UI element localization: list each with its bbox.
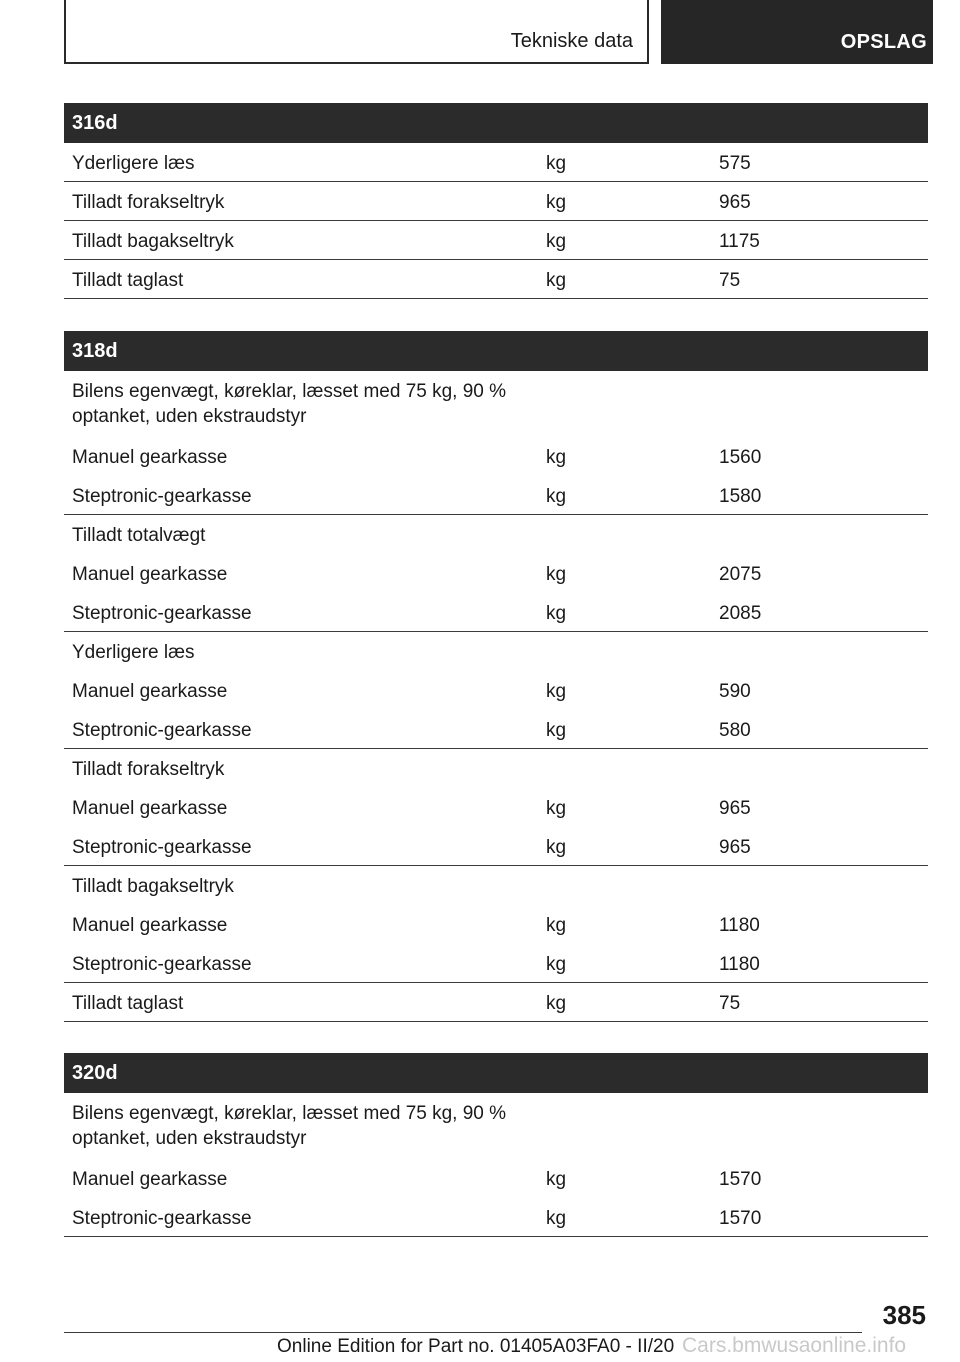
table-row (64, 983, 928, 1022)
row-value: 1570 (719, 1208, 762, 1229)
row-value: 1560 (719, 447, 762, 468)
row-value: 75 (719, 270, 741, 291)
footer-divider (64, 1332, 862, 1333)
row-value: 1570 (719, 1169, 762, 1190)
section-title: 316d (64, 103, 928, 143)
row-label: Manuel gearkasse (72, 447, 228, 468)
row-label: Steptronic-gearkasse (72, 720, 252, 741)
table-row (64, 671, 928, 710)
row-unit: kg (546, 153, 567, 174)
table-row (64, 827, 928, 866)
table-row (64, 905, 928, 944)
row-value: 1175 (719, 231, 760, 252)
group-heading: Tilladt totalvægt (72, 525, 206, 546)
row-unit: kg (546, 231, 567, 252)
table-row (64, 260, 928, 299)
table-row (64, 710, 928, 749)
row-label: Steptronic-gearkasse (72, 486, 252, 507)
table-row (64, 944, 928, 983)
row-label: Yderligere læs (72, 153, 195, 174)
row-label: Manuel gearkasse (72, 681, 228, 702)
group-heading-row (64, 749, 928, 788)
table-row (64, 1159, 928, 1198)
table-row (64, 1198, 928, 1237)
row-label: Manuel gearkasse (72, 798, 228, 819)
section-title: 320d (64, 1053, 928, 1093)
row-unit: kg (546, 681, 567, 702)
section-316d (64, 103, 928, 299)
row-label: Tilladt forakseltryk (72, 192, 225, 213)
row-unit: kg (546, 1169, 567, 1190)
row-value: 2085 (719, 603, 762, 624)
group-heading: Yderligere læs (72, 642, 195, 663)
section-320d (64, 1053, 928, 1237)
table-row (64, 476, 928, 515)
row-label: Manuel gearkasse (72, 564, 228, 585)
row-unit: kg (546, 720, 567, 741)
page-number: 385 (882, 1300, 926, 1330)
section-318d (64, 331, 928, 1022)
header-tab-box (661, 0, 933, 64)
footer-edition-text: Online Edition for Part no. 01405A03FA0 - II/20 (277, 1336, 675, 1357)
row-value: 575 (719, 153, 751, 174)
table-row (64, 593, 928, 632)
row-label: Steptronic-gearkasse (72, 1208, 252, 1229)
table-row (64, 182, 928, 221)
row-unit: kg (546, 564, 567, 585)
row-value: 965 (719, 192, 751, 213)
group-heading: Tilladt bagakseltryk (72, 876, 234, 897)
row-value: 1180 (719, 954, 760, 975)
group-heading-row (64, 371, 928, 437)
row-unit: kg (546, 486, 567, 507)
row-value: 965 (719, 837, 751, 858)
group-heading-row (64, 1093, 928, 1159)
row-label: Manuel gearkasse (72, 915, 228, 936)
table-row (64, 437, 928, 476)
header-tab-label: OPSLAG (840, 31, 927, 53)
header-section-label: Tekniske data (510, 30, 633, 52)
table-row (64, 143, 928, 182)
row-value: 1180 (719, 915, 760, 936)
row-value: 1580 (719, 486, 762, 507)
row-unit: kg (546, 603, 567, 624)
row-label: Tilladt bagakseltryk (72, 231, 234, 252)
row-label: Steptronic-gearkasse (72, 837, 252, 858)
row-value: 590 (719, 681, 751, 702)
row-label: Steptronic-gearkasse (72, 954, 252, 975)
group-heading-row (64, 632, 928, 671)
group-heading-row (64, 515, 928, 554)
row-unit: kg (546, 192, 567, 213)
row-unit: kg (546, 798, 567, 819)
row-value: 580 (719, 720, 751, 741)
row-value: 75 (719, 993, 741, 1014)
row-unit: kg (546, 993, 567, 1014)
group-heading-row (64, 866, 928, 905)
footer-watermark: Cars.bmwusaonline.info (682, 1334, 907, 1357)
row-unit: kg (546, 447, 567, 468)
row-unit: kg (546, 1208, 567, 1229)
row-unit: kg (546, 270, 567, 291)
row-unit: kg (546, 954, 567, 975)
header-section-box (64, 0, 649, 64)
group-heading: Bilens egenvægt, køreklar, læsset med 75 kg, 90 % optanket, uden ekstraudstyr (72, 1103, 507, 1149)
row-value: 965 (719, 798, 751, 819)
section-title: 318d (64, 331, 928, 371)
table-row (64, 788, 928, 827)
table-row (64, 554, 928, 593)
row-value: 2075 (719, 564, 762, 585)
row-unit: kg (546, 915, 567, 936)
row-unit: kg (546, 837, 567, 858)
group-heading: Tilladt forakseltryk (72, 759, 225, 780)
table-row (64, 221, 928, 260)
row-label: Steptronic-gearkasse (72, 603, 252, 624)
row-label: Tilladt taglast (72, 270, 184, 291)
row-label: Manuel gearkasse (72, 1169, 228, 1190)
row-label: Tilladt taglast (72, 993, 184, 1014)
group-heading: Bilens egenvægt, køreklar, læsset med 75 kg, 90 % optanket, uden ekstraudstyr (72, 381, 507, 427)
